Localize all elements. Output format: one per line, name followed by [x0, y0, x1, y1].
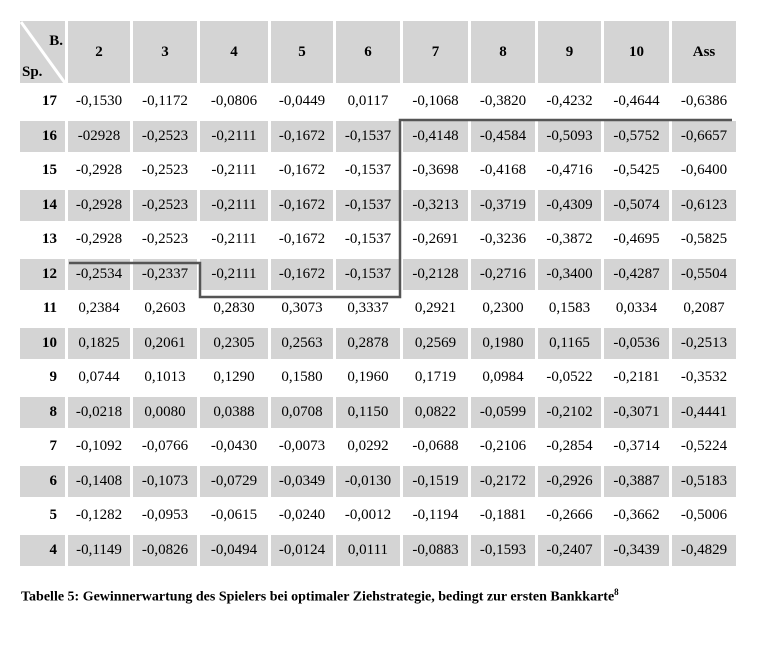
value-cell: -0,2691: [412, 231, 459, 248]
row-label: 10: [20, 328, 65, 360]
value-cell: -0,1537: [336, 121, 400, 153]
value-cell: 0,0292: [347, 438, 389, 455]
value-cell: -0,3400: [538, 259, 601, 291]
table-row: [20, 535, 736, 567]
table-row: [20, 121, 736, 153]
column-header: 2: [68, 21, 130, 83]
row-label: 7: [49, 438, 57, 455]
value-cell: -0,6657: [672, 121, 736, 153]
value-cell: -0,2128: [403, 259, 468, 291]
value-cell: 0,1013: [144, 369, 186, 386]
value-cell: 0,1960: [347, 369, 389, 386]
row-label: 12: [20, 259, 65, 291]
value-cell: -0,1537: [344, 231, 392, 248]
value-cell: -0,1519: [403, 466, 468, 498]
value-cell: 0,2603: [144, 300, 186, 317]
value-cell: -0,3071: [604, 397, 669, 429]
value-cell: -0,2928: [75, 162, 123, 179]
value-cell: -0,1672: [271, 190, 333, 222]
table-row: [20, 224, 736, 256]
value-cell: -0,0218: [68, 397, 130, 429]
value-cell: -0,0130: [336, 466, 400, 498]
row-label: 17: [42, 93, 57, 110]
value-cell: 0,0080: [133, 397, 197, 429]
value-cell: -0,2111: [211, 162, 257, 179]
value-cell: -0,0124: [271, 535, 333, 567]
value-cell: -0,3714: [613, 438, 660, 455]
value-cell: -0,2666: [546, 507, 593, 524]
value-cell: 0,1980: [471, 328, 535, 360]
table-row: [20, 155, 736, 187]
value-cell: 0,0111: [336, 535, 400, 567]
value-cell: -0,0073: [278, 438, 326, 455]
table-caption: [21, 584, 701, 606]
column-header: 8: [471, 21, 535, 83]
value-cell: -0,6386: [680, 93, 728, 110]
value-cell: -0,4168: [479, 162, 527, 179]
value-cell: -0,1149: [68, 535, 130, 567]
column-header: 6: [336, 21, 400, 83]
value-cell: -0,0430: [210, 438, 258, 455]
value-cell: -0,1068: [412, 93, 459, 110]
value-cell: 0,3073: [281, 300, 323, 317]
value-cell: -0,2854: [546, 438, 593, 455]
column-header: 4: [200, 21, 268, 83]
value-cell: -0,2111: [200, 190, 268, 222]
value-cell: 0,1165: [538, 328, 601, 360]
value-cell: -0,1537: [336, 190, 400, 222]
value-cell: -0,2523: [133, 121, 197, 153]
value-cell: -0,2111: [200, 121, 268, 153]
value-cell: -0,0729: [200, 466, 268, 498]
value-cell: -0,0536: [604, 328, 669, 360]
value-cell: 0,2300: [482, 300, 524, 317]
table-row: [20, 500, 736, 532]
value-cell: -0,1530: [75, 93, 123, 110]
value-cell: 0,2830: [213, 300, 255, 317]
value-cell: -0,3662: [613, 507, 660, 524]
value-cell: -0,2523: [133, 190, 197, 222]
value-cell: 0,2563: [271, 328, 333, 360]
value-cell: -0,0806: [210, 93, 258, 110]
value-cell: -0,5825: [680, 231, 728, 248]
value-cell: 0,0708: [271, 397, 333, 429]
value-cell: -0,2407: [538, 535, 601, 567]
table-row: [20, 86, 736, 118]
value-cell: 0,2569: [403, 328, 468, 360]
value-cell: -0,3532: [680, 369, 728, 386]
value-cell: -0,0615: [210, 507, 258, 524]
table-row: [20, 466, 736, 498]
value-cell: 0,0334: [615, 300, 658, 317]
value-cell: -0,3719: [471, 190, 535, 222]
value-cell: -0,5504: [672, 259, 736, 291]
value-cell: 0,2921: [414, 300, 457, 317]
value-cell: -0,4716: [546, 162, 593, 179]
value-cell: -0,4287: [604, 259, 669, 291]
value-cell: -0,2534: [68, 259, 130, 291]
row-label: 13: [42, 231, 57, 248]
table-row: [20, 362, 736, 394]
table-row: [20, 259, 736, 291]
row-label: 16: [20, 121, 65, 153]
value-cell: -0,1672: [271, 121, 333, 153]
value-cell: -0,2111: [200, 259, 268, 291]
value-cell: -02928: [68, 121, 130, 153]
value-cell: -0,3439: [604, 535, 669, 567]
value-cell: -0,4829: [672, 535, 736, 567]
value-cell: 0,1580: [281, 369, 323, 386]
value-cell: -0,2513: [672, 328, 736, 360]
table-row: [20, 397, 736, 429]
value-cell: 0,3337: [347, 300, 389, 317]
table-body: [20, 86, 736, 566]
row-label: 14: [20, 190, 65, 222]
value-cell: -0,1672: [278, 231, 326, 248]
table-row: [20, 293, 736, 325]
value-cell: -0,4644: [613, 93, 660, 110]
value-cell: -0,2523: [141, 162, 189, 179]
row-label: 6: [20, 466, 65, 498]
value-cell: -0,5183: [672, 466, 736, 498]
value-cell: 0,2087: [683, 300, 725, 317]
value-cell: 0,0822: [403, 397, 468, 429]
value-cell: -0,2172: [471, 466, 535, 498]
row-label: 15: [42, 162, 57, 179]
value-cell: -0,1282: [75, 507, 123, 524]
column-header: 7: [403, 21, 468, 83]
value-cell: -0,2716: [471, 259, 535, 291]
value-cell: -0,2106: [479, 438, 527, 455]
value-cell: -0,1672: [278, 162, 326, 179]
value-cell: -0,1672: [271, 259, 333, 291]
value-cell: -0,0599: [471, 397, 535, 429]
value-cell: -0,4584: [471, 121, 535, 153]
value-cell: -0,2928: [68, 190, 130, 222]
value-cell: 0,1150: [336, 397, 400, 429]
caption-text: Tabelle 5: Gewinnerwartung des Spielers bei optimaler Ziehstrategie, bedingt zur ersten Bankkarte: [21, 589, 615, 605]
value-cell: -0,2111: [211, 231, 257, 248]
value-cell: -0,3872: [546, 231, 593, 248]
value-cell: -0,1172: [142, 93, 188, 110]
value-cell: -0,0012: [344, 507, 392, 524]
value-cell: -0,2181: [613, 369, 660, 386]
value-cell: 0,1290: [213, 369, 255, 386]
column-header: Ass: [672, 21, 736, 83]
column-header: 10: [604, 21, 669, 83]
value-cell: -0,2337: [133, 259, 197, 291]
value-cell: 0,2061: [133, 328, 197, 360]
value-cell: -0,0349: [271, 466, 333, 498]
corner-cell: [20, 21, 65, 83]
value-cell: -0,1537: [344, 162, 392, 179]
table-row: [20, 431, 736, 463]
value-cell: -0,1408: [68, 466, 130, 498]
value-cell: -0,3236: [479, 231, 527, 248]
value-cell: -0,1194: [412, 507, 459, 524]
caption-footnote: 8: [614, 587, 619, 597]
row-label: 11: [42, 300, 57, 317]
row-label: 9: [49, 369, 57, 386]
expectation-table: [17, 18, 739, 569]
value-cell: -0,0240: [278, 507, 326, 524]
value-cell: -0,0449: [278, 93, 326, 110]
value-cell: -0,1593: [471, 535, 535, 567]
header-row: [20, 21, 736, 83]
value-cell: 0,2384: [78, 300, 120, 317]
value-cell: -0,0494: [200, 535, 268, 567]
value-cell: 0,1719: [414, 369, 457, 386]
value-cell: -0,5006: [680, 507, 728, 524]
value-cell: -0,0522: [546, 369, 593, 386]
value-cell: -0,4148: [403, 121, 468, 153]
value-cell: -0,1537: [336, 259, 400, 291]
value-cell: -0,1092: [75, 438, 123, 455]
value-cell: -0,1073: [133, 466, 197, 498]
value-cell: -0,2928: [75, 231, 123, 248]
value-cell: -0,2926: [538, 466, 601, 498]
value-cell: -0,1881: [479, 507, 527, 524]
value-cell: -0,5425: [613, 162, 660, 179]
value-cell: -0,5093: [538, 121, 601, 153]
table-row: [20, 328, 736, 360]
value-cell: -0,0826: [133, 535, 197, 567]
value-cell: -0,5752: [604, 121, 669, 153]
row-label: 4: [20, 535, 65, 567]
value-cell: -0,2523: [141, 231, 189, 248]
value-cell: -0,5224: [680, 438, 728, 455]
value-cell: 0,2878: [336, 328, 400, 360]
value-cell: -0,5074: [604, 190, 669, 222]
value-cell: 0,0117: [347, 93, 389, 110]
value-cell: -0,2102: [538, 397, 601, 429]
value-cell: -0,3887: [604, 466, 669, 498]
value-cell: -0,4309: [538, 190, 601, 222]
row-label: 5: [49, 507, 57, 524]
value-cell: 0,0744: [78, 369, 120, 386]
value-cell: -0,0766: [141, 438, 189, 455]
value-cell: -0,0953: [141, 507, 189, 524]
value-cell: -0,6123: [672, 190, 736, 222]
value-cell: -0,6400: [680, 162, 728, 179]
table-row: [20, 190, 736, 222]
player-label: Sp.: [22, 64, 43, 80]
value-cell: 0,1825: [68, 328, 130, 360]
column-header: 5: [271, 21, 333, 83]
value-cell: 0,2305: [200, 328, 268, 360]
value-cell: -0,4441: [672, 397, 736, 429]
value-cell: -0,0883: [403, 535, 468, 567]
value-cell: -0,3213: [403, 190, 468, 222]
dealer-label: B.: [49, 33, 63, 49]
value-cell: 0,0984: [482, 369, 524, 386]
column-header: 9: [538, 21, 601, 83]
value-cell: -0,3698: [412, 162, 459, 179]
value-cell: 0,0388: [200, 397, 268, 429]
column-header: 3: [133, 21, 197, 83]
row-label: 8: [20, 397, 65, 429]
value-cell: -0,3820: [479, 93, 527, 110]
value-cell: -0,0688: [412, 438, 459, 455]
value-cell: -0,4232: [546, 93, 593, 110]
value-cell: 0,1583: [548, 300, 591, 317]
value-cell: -0,4695: [613, 231, 660, 248]
